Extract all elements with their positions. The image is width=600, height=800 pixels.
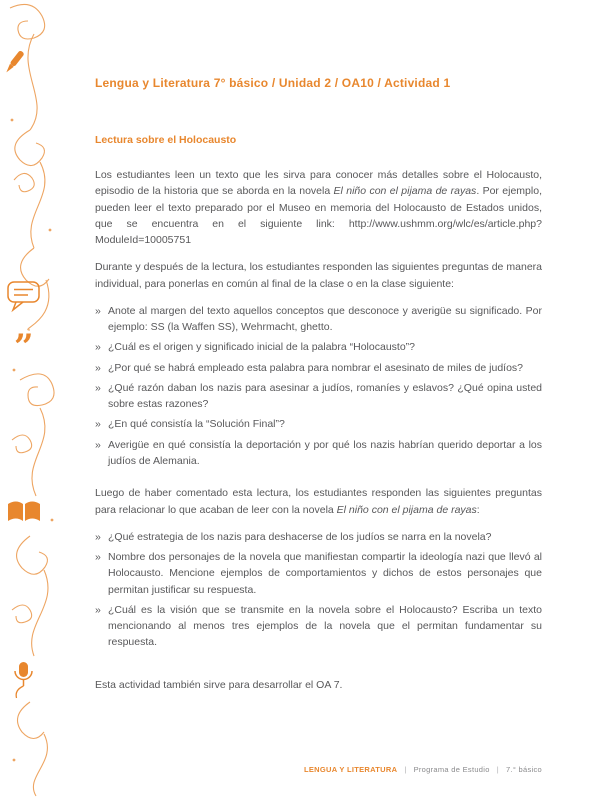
footer-separator: | (496, 765, 499, 774)
list-item (95, 380, 542, 413)
bullet-marker: » (95, 341, 101, 354)
list-item (95, 549, 542, 598)
list-item-text: ¿Qué razón daban los nazis para asesinar a judíos, romaníes y eslavos? ¿Qué opina usted sobre estas razones? (108, 381, 542, 411)
list-item-text: ¿Cuál es el origen y significado inicial de la palabra “Holocausto”? (108, 341, 415, 354)
bullet-marker: » (95, 551, 101, 564)
doc-breadcrumb-title: Lengua y Literatura 7° básico / Unidad 2 / OA10 / Actividad 1 (95, 76, 451, 90)
question-list-1 (95, 303, 542, 469)
list-item-text: Nombre dos personajes de la novela que manifiestan compartir la ideología nazi que llevó al Holocausto. Mencione ejemplos de comportamientos y dichos de estos personajes que permitan justificar su respuesta. (108, 551, 542, 596)
novel-title: El niño con el pijama de rayas (336, 503, 477, 516)
quote-icon (14, 327, 34, 367)
list-item (95, 437, 542, 470)
list-item-text: ¿En qué consistía la “Solución Final”? (108, 418, 285, 431)
section-subtitle: Lectura sobre el Holocausto (95, 134, 237, 146)
list-item-text: ¿Por qué se habrá empleado esta palabra para nombrar el asesinato de miles de judíos? (108, 361, 524, 374)
list-item (95, 303, 542, 336)
list-item (95, 416, 542, 432)
list-item (95, 602, 542, 651)
list-item (95, 360, 542, 376)
footer-program: Programa de Estudio (413, 765, 490, 774)
list-item-text: Averigüe en qué consistía la deportación y por qué los nazis habrían querido deportar a los judíos de Alemania. (108, 438, 542, 467)
museum-url: http://www.ushmm.org/wlc/es/article.php?ModuleId=10005751 (95, 217, 542, 247)
novel-title: El niño con el pijama de rayas (333, 185, 477, 198)
intro-text-2: . Por ejemplo, pueden leer el texto preparado por el Museo en memoria del Holocausto de Estados unidos, que se encuentra en el siguiente link: (95, 185, 542, 230)
bullet-marker: » (95, 603, 101, 616)
pen-icon (4, 50, 25, 74)
closing-note: Esta actividad también sirve para desarrollar el OA 7. (95, 678, 343, 691)
swirl-pattern (10, 4, 54, 796)
bullet-marker: » (95, 381, 101, 394)
footer-grade: 7.° básico (505, 765, 542, 774)
list-item-text: ¿Cuál es la visión que se transmite en la novela sobre el Holocausto? Escriba un texto mencionando al menos tres ejemplos de la novela que el permitan fundamentar su respuesta. (108, 603, 542, 649)
bullet-marker: » (95, 361, 101, 374)
microphone-icon (15, 662, 32, 698)
bullet-marker: » (95, 530, 101, 543)
footer-separator: | (404, 765, 407, 774)
speech-bubble-icon (8, 282, 39, 310)
svg-text:”: ” (14, 327, 34, 367)
bullet-marker: » (95, 418, 101, 431)
question-list-2 (95, 529, 542, 651)
intro-text-1: Los estudiantes leen un texto que les sirva para conocer más detalles sobre el Holocausto, episodio de la historia que se aborda en la novela (95, 169, 542, 198)
page-footer (304, 765, 542, 774)
book-icon (8, 502, 40, 522)
instructions-paragraph: Durante y después de la lectura, los estudiantes responden las siguientes preguntas de manera individual, para ponerlas en común al final de la clase o en la clase siguiente: (95, 261, 542, 290)
followup-text-2: : (476, 503, 480, 516)
footer-brand: LENGUA Y LITERATURA (303, 765, 398, 774)
bullet-marker: » (95, 438, 101, 451)
followup-text-1: Luego de haber comentado esta lectura, los estudiantes responden las siguientes preguntas para relacionar lo que acaban de leer con la novela (95, 487, 542, 516)
list-item-text: Anote al margen del texto aquellos conceptos que desconoce y averigüe su significado. Por ejemplo: SS (la Waffen SS), Wehrmacht, ghetto. (108, 304, 542, 334)
followup-paragraph (95, 485, 542, 518)
bullet-marker: » (95, 304, 101, 317)
decorative-border (0, 0, 72, 800)
page-content (95, 76, 542, 693)
list-item (95, 529, 542, 545)
list-item (95, 339, 542, 355)
intro-paragraph (95, 167, 542, 248)
list-item-text: ¿Qué estrategia de los nazis para deshacerse de los judíos se narra en la novela? (108, 530, 492, 543)
